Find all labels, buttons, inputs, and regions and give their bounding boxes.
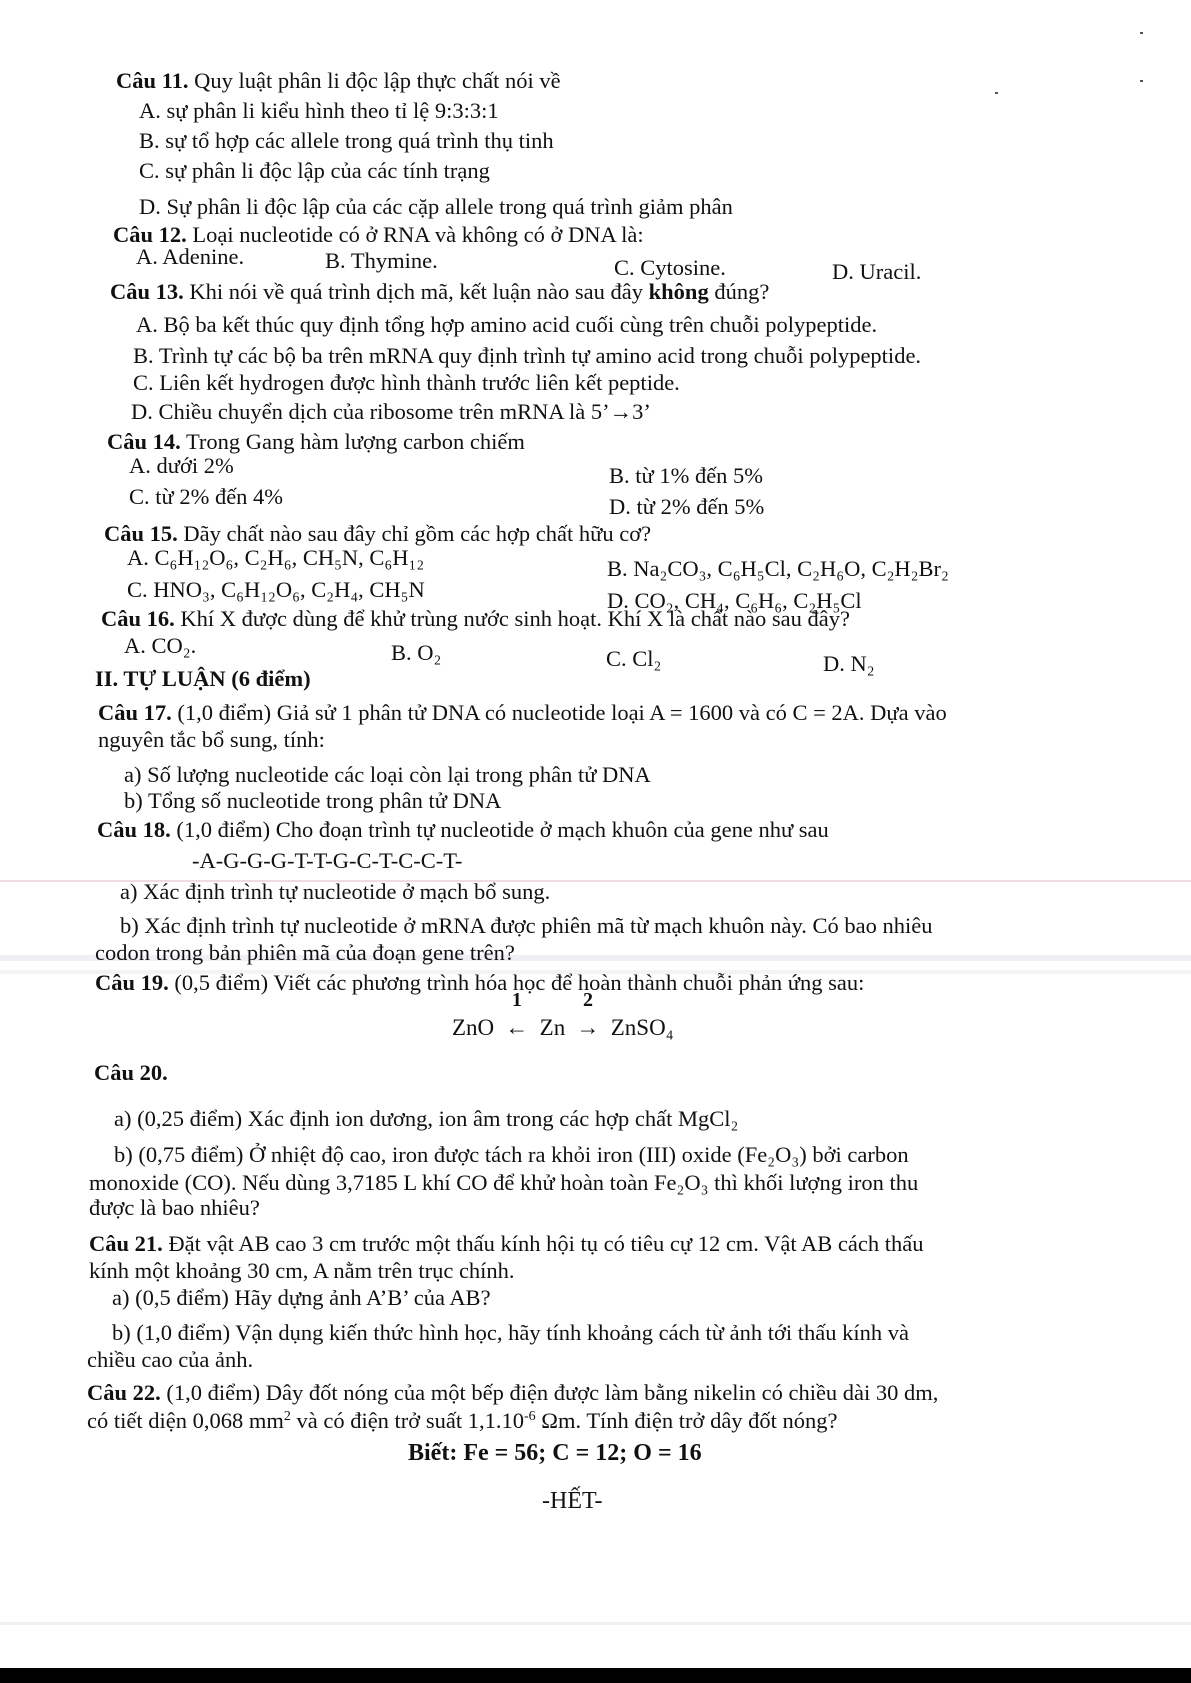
question-15	[104, 521, 651, 547]
question-text: (0,5 điểm) Viết các phương trình hóa học để hoàn thành chuỗi phản ứng sau:	[174, 970, 865, 995]
question-stem: Quy luật phân li độc lập thực chất nói về	[194, 68, 561, 93]
option-c: C. Liên kết hydrogen được hình thành trước liên kết peptide.	[133, 370, 680, 395]
scan-speck	[1140, 80, 1143, 82]
option-a: A. Bộ ba kết thúc quy định tổng hợp amino acid cuối cùng trên chuỗi polypeptide.	[136, 312, 878, 337]
option-d: D. N₂	[823, 651, 875, 676]
part-a: a) Số lượng nucleotide các loại còn lại trong phân tử DNA	[124, 762, 651, 787]
question-text: (1,0 điểm) Dây đốt nóng của một bếp điện được làm bằng nikelin có chiều dài 30 dm,	[166, 1380, 939, 1405]
scan-speck	[1140, 32, 1143, 34]
option-b: B. Na₂CO₃, C₆H₅Cl, C₂H₆O, C₂H₂Br₂	[607, 556, 949, 581]
superscript: -6	[523, 1409, 536, 1424]
part-b-cont: monoxide (CO). Nếu dùng 3,7185 L khí CO để khử hoàn toàn Fe₂O₃ thì khối lượng iron thu	[89, 1170, 919, 1195]
question-label: Câu 19.	[95, 970, 169, 995]
question-label: Câu 16.	[101, 606, 175, 631]
part-b: b) Tổng số nucleotide trong phân tử DNA	[124, 788, 502, 813]
step-number: 1	[511, 989, 522, 1011]
part-a: a) (0,25 điểm) Xác định ion dương, ion âm trong các hợp chất MgCl₂	[114, 1106, 739, 1131]
option-a: A. dưới 2%	[129, 453, 234, 478]
question-17	[98, 700, 947, 726]
question-stem: Trong Gang hàm lượng carbon chiếm	[185, 429, 525, 454]
option-a: A. Adenine.	[136, 244, 245, 269]
question-label: Câu 17.	[98, 700, 172, 725]
question-text-cont: nguyên tắc bổ sung, tính:	[98, 727, 325, 752]
question-label: Câu 11.	[116, 68, 189, 93]
section-heading: II. TỰ LUẬN (6 điểm)	[95, 666, 311, 691]
question-20-label: Câu 20.	[94, 1060, 168, 1085]
option-c: C. Cytosine.	[614, 255, 726, 280]
option-c: C. HNO₃, C₆H₁₂O₆, C₂H₄, CH₅N	[127, 577, 425, 602]
question-label: Câu 21.	[89, 1231, 163, 1256]
question-14	[107, 429, 525, 455]
option-b: B. từ 1% đến 5%	[609, 463, 764, 488]
part-a: a) (0,5 điểm) Hãy dựng ảnh A’B’ của AB?	[112, 1285, 491, 1310]
option-b: B. Trình tự các bộ ba trên mRNA quy định trình tự amino acid trong chuỗi polypeptide.	[133, 343, 922, 368]
reactant-zno: ZnO	[452, 1015, 495, 1040]
question-label: Câu 15.	[104, 521, 178, 546]
question-label: Câu 13.	[110, 279, 184, 304]
right-arrow-icon: →	[576, 1015, 600, 1040]
question-21	[89, 1231, 923, 1257]
step-number: 2	[582, 989, 593, 1011]
scan-bottom-edge	[0, 1668, 1191, 1683]
option-c: C. sự phân li độc lập của các tính trạng	[139, 158, 490, 183]
option-a: A. C₆H₁₂O₆, C₂H₆, CH₅N, C₆H₁₂	[127, 545, 425, 570]
part-b-cont: được là bao nhiêu?	[89, 1195, 260, 1220]
text-fragment: Ωm. Tính điện trở dây đốt nóng?	[541, 1408, 838, 1433]
reaction-chain	[452, 989, 674, 1041]
option-d: D. Sự phân li độc lập của các cặp allele trong quá trình giảm phân	[139, 194, 733, 219]
option-d: D. Chiều chuyển dịch của ribosome trên mRNA là 5’→3’	[131, 399, 651, 424]
part-b: b) (1,0 điểm) Vận dụng kiến thức hình học, hãy tính khoảng cách từ ảnh tới thấu kính và	[112, 1320, 909, 1345]
option-a: A. CO₂.	[124, 633, 197, 658]
part-b-cont: chiều cao của ảnh.	[87, 1347, 254, 1372]
option-d: D. Uracil.	[832, 259, 922, 284]
atomic-masses: Biết: Fe = 56; C = 12; O = 16	[408, 1440, 702, 1466]
question-text-cont: kính một khoảng 30 cm, A nằm trên trục chính.	[89, 1258, 515, 1283]
text-fragment: có tiết diện 0,068 mm	[87, 1408, 284, 1433]
question-label: Câu 22.	[87, 1380, 161, 1405]
reactant-zn: Zn	[539, 1015, 566, 1040]
question-11	[116, 68, 561, 94]
option-d: D. CO₂, CH₄, C₆H₆, C₂H₅Cl	[607, 588, 862, 613]
question-label: Câu 14.	[107, 429, 181, 454]
question-stem: Khi nói về quá trình dịch mã, kết luận nào sau đây	[189, 279, 644, 304]
question-text: (1,0 điểm) Giả sử 1 phân tử DNA có nucleotide loại A = 1600 và có C = 2A. Dựa vào	[177, 700, 947, 725]
question-stem: Dãy chất nào sau đây chỉ gồm các hợp chất hữu cơ?	[183, 521, 652, 546]
question-18	[97, 817, 829, 843]
question-16	[101, 606, 850, 632]
option-b: B. Thymine.	[325, 248, 438, 273]
product-znso4: ZnSO₄	[610, 1015, 674, 1040]
option-c: C. Cl₂	[606, 646, 662, 671]
question-text: (1,0 điểm) Cho đoạn trình tự nucleotide ở mạch khuôn của gene như sau	[176, 817, 829, 842]
question-label: Câu 12.	[113, 222, 187, 247]
question-stem-end: đúng?	[714, 279, 770, 304]
reaction-arrow-2	[571, 989, 605, 1041]
reaction-arrow-1	[500, 989, 534, 1041]
question-text: Đặt vật AB cao 3 cm trước một thấu kính hội tụ có tiêu cự 12 cm. Vật AB cách thấu	[168, 1231, 924, 1256]
option-a: A. sự phân li kiểu hình theo tỉ lệ 9:3:3:1	[139, 98, 499, 123]
question-text-cont	[87, 1408, 838, 1434]
text-fragment: và có điện trở suất 1,1.10	[296, 1408, 524, 1433]
question-stem: Loại nucleotide có ở RNA và không có ở DNA là:	[192, 222, 644, 247]
question-13	[110, 279, 769, 305]
option-b: B. O₂	[391, 640, 442, 665]
scan-band	[0, 1622, 1191, 1625]
part-b: b) Xác định trình tự nucleotide ở mRNA được phiên mã từ mạch khuôn này. Có bao nhiêu	[120, 913, 933, 938]
question-22	[87, 1380, 938, 1406]
left-arrow-icon: ←	[505, 1015, 529, 1040]
part-b-cont: codon trong bản phiên mã của đoạn gene trên?	[95, 940, 515, 965]
scan-speck	[995, 92, 998, 94]
superscript: 2	[283, 1409, 291, 1424]
emphasis-not: không	[648, 279, 709, 304]
nucleotide-sequence: -A-G-G-G-T-T-G-C-T-C-C-T-	[192, 848, 463, 873]
question-stem: Khí X được dùng để khử trùng nước sinh hoạt. Khí X là chất nào sau đây?	[180, 606, 851, 631]
part-a: a) Xác định trình tự nucleotide ở mạch bổ sung.	[120, 879, 551, 904]
end-marker: -HẾT-	[542, 1488, 603, 1514]
option-d: D. từ 2% đến 5%	[609, 494, 765, 519]
part-b: b) (0,75 điểm) Ở nhiệt độ cao, iron được tách ra khỏi iron (III) oxide (Fe₂O₃) bởi carbon	[114, 1142, 909, 1167]
option-c: C. từ 2% đến 4%	[129, 484, 284, 509]
question-label: Câu 18.	[97, 817, 171, 842]
option-b: B. sự tổ hợp các allele trong quá trình thụ tinh	[139, 128, 554, 153]
question-19	[95, 970, 864, 996]
